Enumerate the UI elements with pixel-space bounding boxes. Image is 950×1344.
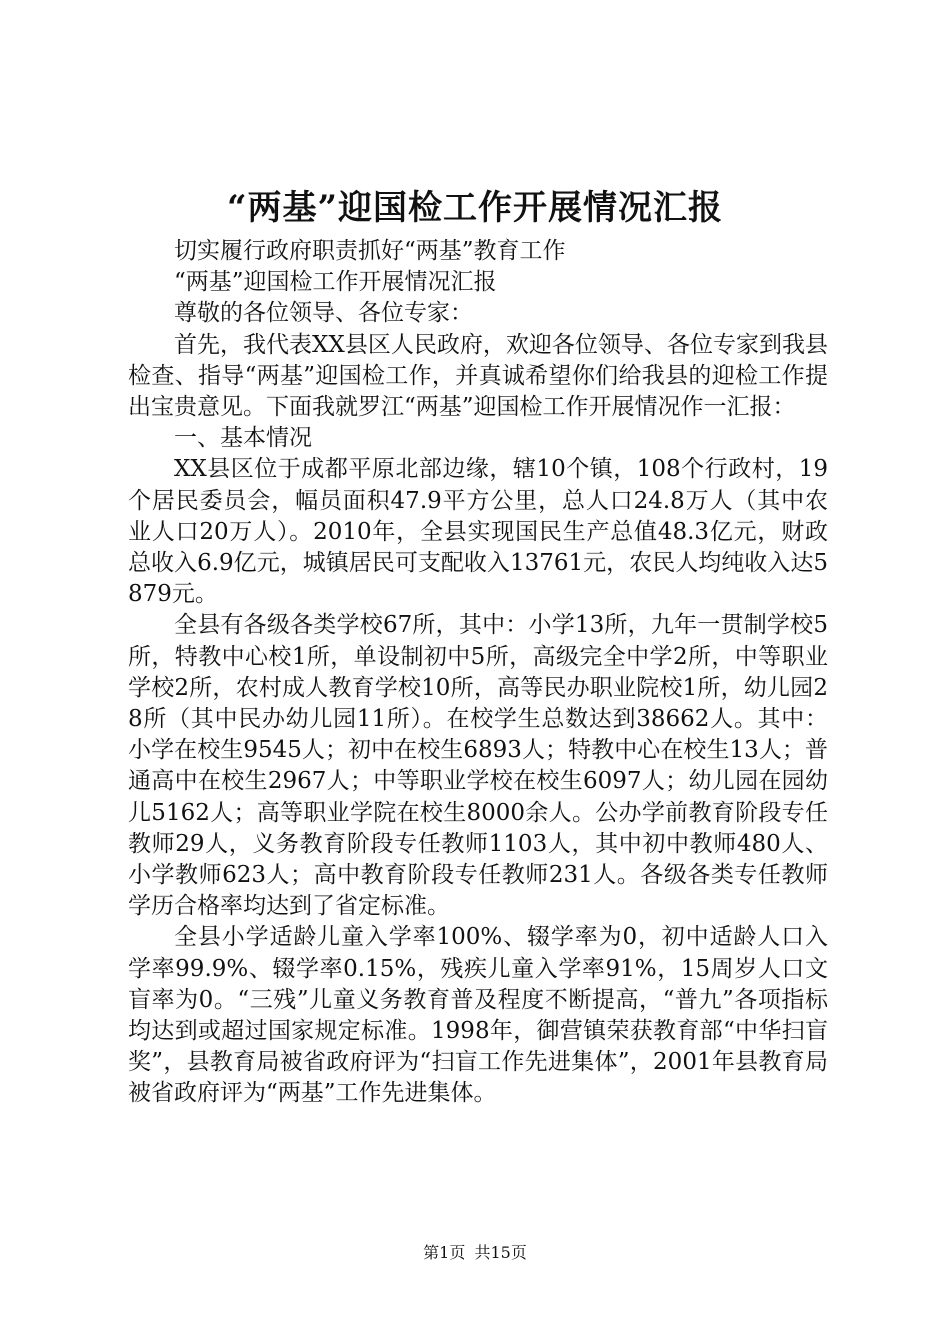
page-total: 共15页 [474, 1243, 527, 1262]
county-overview-paragraph: XX县区位于成都平原北部边缘，辖10个镇，108个行政村，19个居民委员会，幅员面积47.9平方公里，总人口24.8万人（其中农业人口20万人）。2010年，全县实现国民生产总值48.3亿元，财政总收入6.9亿元，城镇居民可支配收入13761元，农民人均纯收入达5879元。 [128, 456, 828, 608]
section-heading-basic-info: 一、基本情况 [174, 425, 312, 452]
schools-paragraph: 全县有各级各类学校67所，其中：小学13所，九年一贯制学校5所，特教中心校1所，单设制初中5所，高级完全中学2所，中等职业学校2所，农村成人教育学校10所，高等民办职业院校1所，幼儿园28所（其中民办幼儿园11所）。在校学生总数达到38662人。其中：小学在校生9545人；初中在校生6893人；特教中心在校生13人；普通高中在校生2967人；中等职业学校在校生6097人；幼儿园在园幼儿5162人；高等职业学院在校生8000余人。公办学前教育阶段专任教师29人，义务教育阶段专任教师1103人，其中初中教师480人、小学教师623人；高中教育阶段专任教师231人。各级各类专任教师学历合格率均达到了省定标准。 [128, 612, 828, 920]
page-number: 第1页 [423, 1243, 466, 1262]
document-body [128, 236, 828, 1110]
intro-paragraph: 首先，我代表XX县区人民政府，欢迎各位领导、各位专家到我县检查、指导“两基”迎国检工作，并真诚希望你们给我县的迎检工作提出宝贵意见。下面我就罗江“两基”迎国检工作开展情况作一汇报： [128, 331, 828, 421]
salutation: 尊敬的各位领导、各位专家： [174, 300, 473, 327]
document-title: “两基”迎国检工作开展情况汇报 [226, 188, 724, 228]
report-title-line: “两基”迎国检工作开展情况汇报 [174, 269, 497, 296]
enrollment-paragraph: 全县小学适龄儿童入学率100%、辍学率为0，初中适龄人口入学率99.9%、辍学率0.15%，残疾儿童入学率91%，15周岁人口文盲率为0。“三残”儿童义务教育普及程度不断提高，“普九”各项指标均达到或超过国家规定标准。1998年，御营镇荣获教育部“中华扫盲奖”，县教育局被省政府评为“扫盲工作先进集体”，2001年县教育局被省政府评为“两基”工作先进集体。 [128, 924, 828, 1107]
subtitle-line: 切实履行政府职责抓好“两基”教育工作 [174, 238, 566, 264]
page-footer [0, 1243, 950, 1263]
